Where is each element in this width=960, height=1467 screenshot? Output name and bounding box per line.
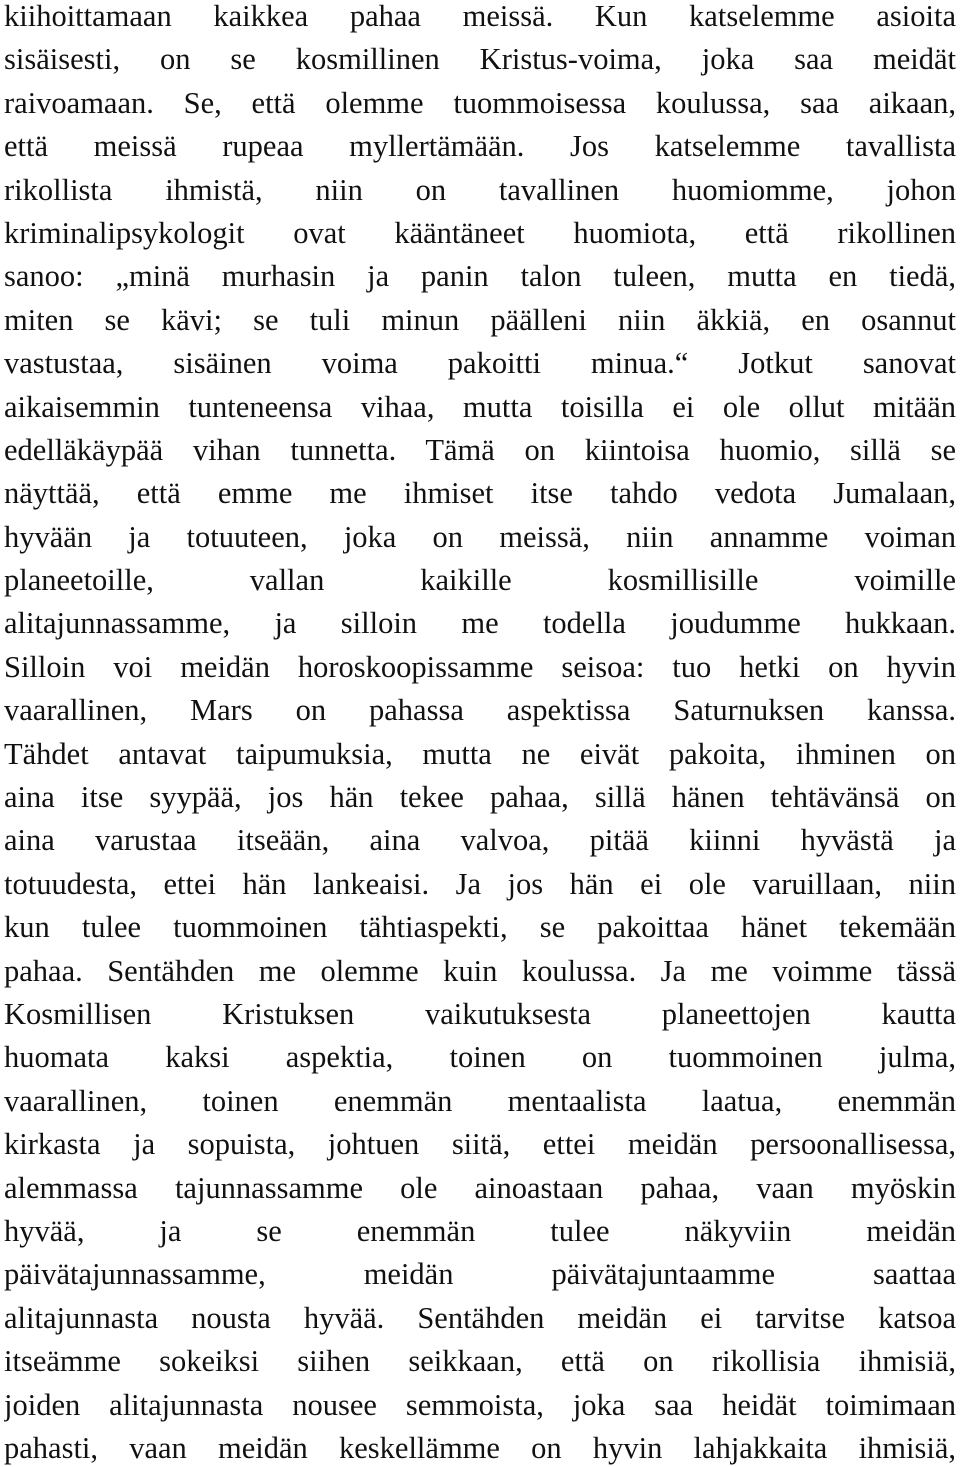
text-line: hyvään ja totuuteen, joka on meissä, niin annamme voiman: [4, 519, 956, 554]
text-line: kun tulee tuommoinen tähtiaspekti, se pakoittaa hänet tekemään: [4, 910, 956, 945]
text-line: Kosmillisen Kristuksen vaikutuksesta planeettojen kautta: [4, 996, 956, 1031]
text-line: huomata kaksi aspektia, toinen on tuommoinen julma,: [4, 1040, 956, 1075]
text-line: itseämme sokeiksi siihen seikkaan, että on rikollisia ihmisiä,: [4, 1344, 956, 1379]
text-line: vaarallinen, toinen enemmän mentaalista laatua, enemmän: [4, 1083, 956, 1118]
text-line: vaarallinen, Mars on pahassa aspektissa Saturnuksen kanssa.: [4, 693, 956, 728]
text-line: aikaisemmin tunteneensa vihaa, mutta toisilla ei ole ollut mitään: [4, 389, 956, 424]
text-line: alemmassa tajunnassamme ole ainoastaan pahaa, vaan myöskin: [4, 1170, 956, 1205]
text-line: totuudesta, ettei hän lankeaisi. Ja jos hän ei ole varuillaan, niin: [4, 866, 956, 901]
text-line: rikollista ihmistä, niin on tavallinen huomiomme, johon: [4, 172, 956, 207]
text-line: alitajunnasta nousta hyvää. Sentähden meidän ei tarvitse katsoa: [4, 1300, 956, 1335]
text-line: edelläkäypää vihan tunnetta. Tämä on kiintoisa huomio, sillä se: [4, 432, 956, 467]
body-text: [4, 0, 956, 1467]
text-line: hyvää, ja se enemmän tulee näkyviin meidän: [4, 1213, 956, 1248]
text-line: miten se kävi; se tuli minun päälleni niin äkkiä, en osannut: [4, 302, 956, 337]
text-line: kriminalipsykologit ovat kääntäneet huomiota, että rikollinen: [4, 215, 956, 250]
text-line: Tähdet antavat taipumuksia, mutta ne eivät pakoita, ihminen on: [4, 736, 956, 771]
text-line: sanoo: „minä murhasin ja panin talon tuleen, mutta en tiedä,: [4, 259, 956, 294]
text-line: pahaa. Sentähden me olemme kuin koulussa. Ja me voimme tässä: [4, 953, 956, 988]
text-line: sisäisesti, on se kosmillinen Kristus-voima, joka saa meidät: [4, 42, 956, 77]
text-line: kiihoittamaan kaikkea pahaa meissä. Kun katselemme asioita: [4, 0, 956, 33]
text-line: Silloin voi meidän horoskoopissamme seisoa: tuo hetki on hyvin: [4, 649, 956, 684]
text-line: vastustaa, sisäinen voima pakoitti minua.“ Jotkut sanovat: [4, 346, 956, 381]
text-line: aina varustaa itseään, aina valvoa, pitää kiinni hyvästä ja: [4, 823, 956, 858]
text-line: raivoamaan. Se, että olemme tuommoisessa koulussa, saa aikaan,: [4, 85, 956, 120]
text-line: planeetoille, vallan kaikille kosmillisille voimille: [4, 563, 956, 598]
text-line: että meissä rupeaa myllertämään. Jos katselemme tavallista: [4, 129, 956, 164]
text-line: joiden alitajunnasta nousee semmoista, joka saa heidät toimimaan: [4, 1387, 956, 1422]
text-line: päivätajunnassamme, meidän päivätajuntaamme saattaa: [4, 1257, 956, 1292]
text-line: kirkasta ja sopuista, johtuen siitä, ettei meidän persoonallisessa,: [4, 1127, 956, 1162]
text-line: näyttää, että emme me ihmiset itse tahdo vedota Jumalaan,: [4, 476, 956, 511]
text-line: aina itse syypää, jos hän tekee pahaa, sillä hänen tehtävänsä on: [4, 780, 956, 815]
text-line: pahasti, vaan meidän keskellämme on hyvin lahjakkaita ihmisiä,: [4, 1430, 956, 1465]
text-line: alitajunnassamme, ja silloin me todella joudumme hukkaan.: [4, 606, 956, 641]
